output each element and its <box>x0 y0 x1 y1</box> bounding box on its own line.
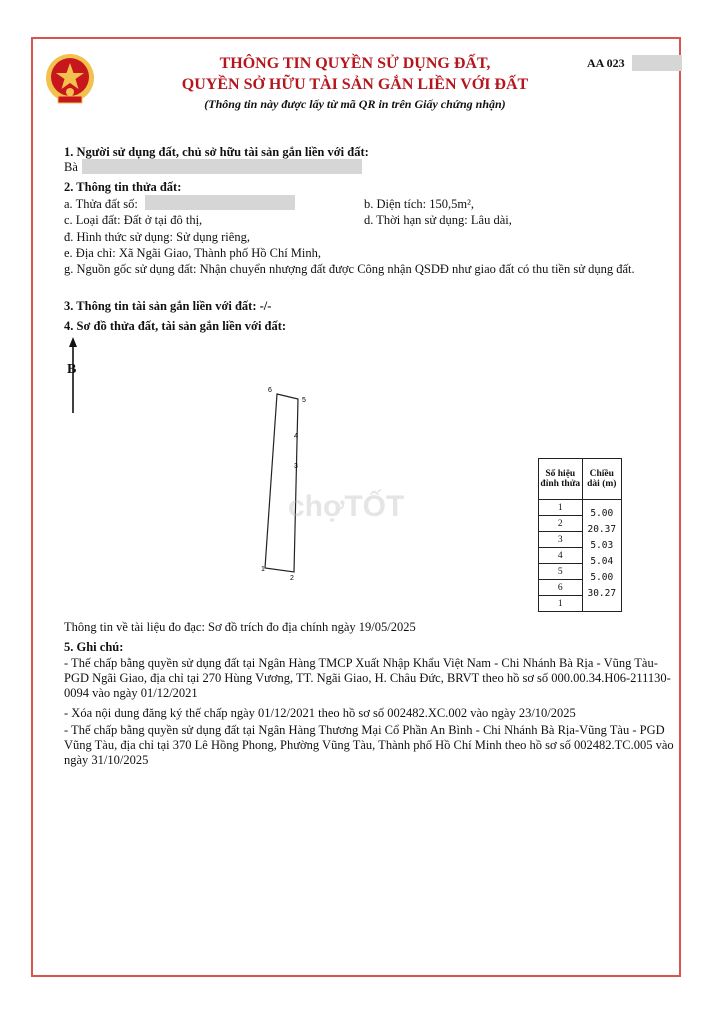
table-vertex: 5 <box>539 564 583 580</box>
table-length: 5.00 <box>590 571 614 583</box>
north-label: B <box>67 362 77 377</box>
vertex-label-5: 5 <box>302 397 306 404</box>
parcel-area: b. Diện tích: 150,5m², <box>364 197 474 211</box>
table-vertex: 6 <box>539 580 583 596</box>
table-vertex: 4 <box>539 548 583 564</box>
parcel-diagram <box>250 380 320 585</box>
vertex-label-2: 2 <box>290 575 294 582</box>
redacted-parcel-number <box>145 195 295 210</box>
note-2: - Xóa nội dung đăng ký thế chấp ngày 01/12/2021 theo hồ sơ số 002482.XC.002 vào ngày 23/10/2025 <box>64 706 576 720</box>
table-length: 30.27 <box>587 587 617 599</box>
table-vertex: 1 <box>539 596 583 612</box>
section3-heading: 3. Thông tin tài sản gắn liền với đất: -/- <box>64 299 272 313</box>
national-emblem-icon <box>44 52 96 108</box>
table-empty-cell <box>582 596 621 612</box>
section2-heading: 2. Thông tin thửa đất: <box>64 180 182 194</box>
survey-info: Thông tin về tài liệu đo đạc: Sơ đồ trích đo địa chính ngày 19/05/2025 <box>64 620 416 634</box>
land-type: c. Loại đất: Đất ở tại đô thị, <box>64 213 203 227</box>
parcel-number: a. Thửa đất số: <box>64 197 138 211</box>
table-length: 5.04 <box>590 555 614 567</box>
table-vertex: 2 <box>539 516 583 532</box>
table-length-cell <box>582 548 621 567</box>
north-arrow-icon <box>65 337 85 415</box>
note-1: - Thế chấp bằng quyền sử dụng đất tại Ngân Hàng TMCP Xuất Nhập Khẩu Việt Nam - Chi Nhánh Bà Rịa - Vũng Tàu-PGD Ngãi Giao, địa chỉ tại 270 Hùng Vương, TT. Ngãi Giao, H. Châu Đức, BRVT theo hồ sơ số 000.00.34.H06-211130-0094 vào ngày 01/12/2021 <box>64 656 671 700</box>
document-subtitle: (Thông tin này được lấy từ mã QR in trên Giấy chứng nhận) <box>204 97 506 111</box>
owner-prefix: Bà <box>64 160 78 174</box>
vertex-label-6: 6 <box>268 387 272 394</box>
section1-heading: 1. Người sử dụng đất, chủ sở hữu tài sản gắn liền với đất: <box>64 145 369 159</box>
table-length: 20.37 <box>587 523 617 535</box>
table-length-cell <box>582 500 621 519</box>
usage-form: đ. Hình thức sử dụng: Sử dụng riêng, <box>64 230 250 244</box>
table-header-length: Chiều dài (m) <box>582 459 621 500</box>
table-vertex: 3 <box>539 532 583 548</box>
parcel-address: e. Địa chỉ: Xã Ngãi Giao, Thành phố Hồ Chí Minh, <box>64 246 322 260</box>
section5-heading: 5. Ghi chú: <box>64 640 124 654</box>
table-length-cell <box>582 532 621 551</box>
note-3: - Thế chấp bằng quyền sử dụng đất tại Ngân Hàng Thương Mại Cổ Phần An Bình - Chi Nhánh Bà Rịa-Vũng Tàu - PGD Vũng Tàu, địa chỉ tại 370 Lê Hồng Phong, Phường Vũng Tàu, Thành phố Hồ Chí Minh theo hồ sơ số 002482.TC.005 vào ngày 31/10/2025 <box>64 723 674 767</box>
vertex-label-3: 3 <box>294 463 298 470</box>
table-length: 5.03 <box>590 539 614 551</box>
redacted-owner-name <box>82 159 362 174</box>
land-origin: g. Nguồn gốc sử dụng đất: Nhận chuyển nhượng đất được Công nhận QSDĐ như giao đất có thu tiền sử dụng đất. <box>64 262 635 276</box>
table-header-vertex: Số hiệu đỉnh thửa <box>539 459 583 500</box>
section4-heading: 4. Sơ đồ thửa đất, tài sản gắn liền với đất: <box>64 319 287 333</box>
table-vertex: 1 <box>539 500 583 516</box>
vertex-label-4: 4 <box>294 433 298 440</box>
table-length-cell <box>582 516 621 535</box>
serial-number: AA 023 <box>587 56 625 70</box>
document-title-line2: QUYỀN SỞ HỮU TÀI SẢN GẮN LIỀN VỚI ĐẤT <box>181 76 529 93</box>
table-length-cell <box>582 580 621 599</box>
land-term: d. Thời hạn sử dụng: Lâu dài, <box>364 213 512 227</box>
vertex-label-1: 1 <box>261 566 265 573</box>
document-title-line1: THÔNG TIN QUYỀN SỬ DỤNG ĐẤT, <box>219 55 491 72</box>
table-length: 5.00 <box>590 508 614 519</box>
table-length-cell <box>582 564 621 583</box>
redacted-serial <box>632 55 682 71</box>
parcel-length-table <box>538 458 622 612</box>
watermark: chợTỐT <box>288 490 405 523</box>
